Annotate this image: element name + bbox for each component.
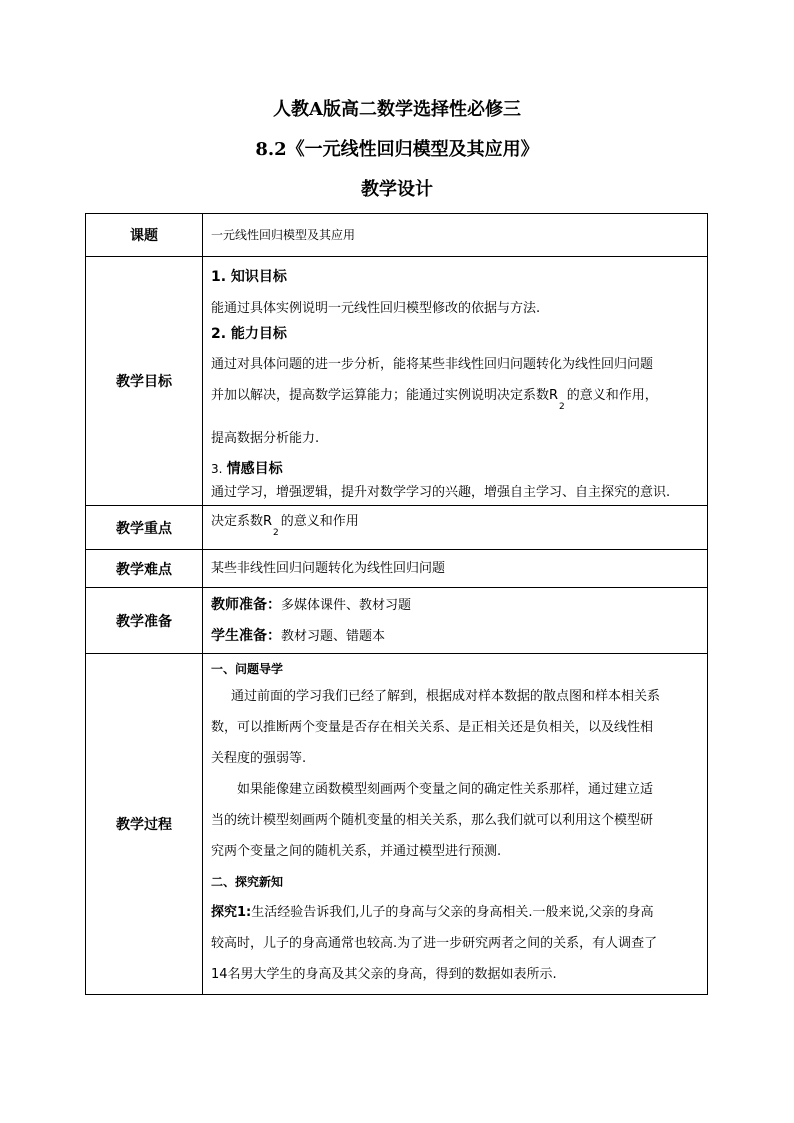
key-points-row — [86, 506, 708, 550]
emotion-goal-text: 通过学习，增强逻辑，提升对数学学习的兴趣，增强自主学习、自主探究的意识. — [211, 485, 671, 500]
objectives-label: 教学目标 — [86, 257, 203, 506]
preparation-row — [86, 588, 708, 654]
intro-para-2-line-3: 究两个变量之间的随机关系，并通过模型进行预测. — [211, 844, 502, 859]
lesson-plan-table — [85, 213, 708, 995]
key-points-label: 教学重点 — [86, 506, 203, 550]
explore-line-1: 探究1:生活经验告诉我们,儿子的身高与父亲的身高相关.一般来说,父亲的身高 — [211, 905, 654, 920]
preparation-content — [203, 588, 708, 654]
intro-para-1-line-1: 通过前面的学习我们已经了解到，根据成对样本数据的散点图和样本相关系 — [231, 689, 661, 704]
teacher-preparation: 教师准备：多媒体课件、教材习题 — [211, 596, 412, 613]
process-content — [203, 654, 708, 995]
explore-line-3: 14名男大学生的身高及其父亲的身高，得到的数据如表所示. — [211, 967, 557, 982]
preparation-label: 教学准备 — [86, 588, 203, 654]
superscript-2: 2 — [273, 528, 279, 538]
objectives-content — [203, 257, 708, 506]
process-label: 教学过程 — [86, 654, 203, 995]
section-explore-title: 二、探究新知 — [211, 875, 284, 889]
key-points-text: 决定系数$R_2$的意义和作用 — [203, 506, 708, 550]
intro-para-2-line-2: 当的统计模型刻画两个随机变量的相关关系，那么我们就可以利用这个模型研 — [211, 813, 654, 828]
document-header — [0, 92, 794, 208]
process-row — [86, 654, 708, 995]
intro-para-1-line-3: 关程度的强弱等. — [211, 751, 307, 766]
ability-goal-line-3: 提高数据分析能力. — [211, 431, 320, 446]
topic-label: 课题 — [86, 214, 203, 257]
superscript-2: 2 — [559, 402, 565, 412]
difficulties-text: 某些非线性回归问题转化为线性回归问题 — [203, 550, 708, 588]
ability-goal-line-2: 并加以解决，提高数学运算能力；能通过实例说明决定系数$R_2$的意义和作用， — [211, 388, 658, 412]
explore-line-2: 较高时，儿子的身高通常也较高.为了进一步研究两者之间的关系，有人调查了 — [211, 936, 658, 951]
ability-goal-line-1: 通过对具体问题的进一步分析，能将某些非线性回归问题转化为线性回归问题 — [211, 357, 654, 372]
objectives-row — [86, 257, 708, 506]
topic-value: 一元线性回归模型及其应用 — [203, 214, 708, 257]
emotion-goal-title: 3. 情感目标 — [211, 461, 283, 477]
document-type-title: 教学设计 — [361, 179, 433, 200]
ability-goal-title: 2. 能力目标 — [211, 326, 287, 342]
intro-para-1-line-2: 数，可以推断两个变量是否存在相关关系、是正相关还是负相关，以及线性相 — [211, 720, 654, 735]
student-preparation: 学生准备：教材习题、错题本 — [211, 627, 386, 644]
knowledge-goal-text: 能通过具体实例说明一元线性回归模型修改的依据与方法. — [211, 301, 541, 316]
course-title: 人教A版高二数学选择性必修三 — [273, 99, 521, 120]
lesson-title: 8.2《一元线性回归模型及其应用》 — [255, 139, 539, 160]
difficulties-label: 教学难点 — [86, 550, 203, 588]
section-problem-intro-title: 一、问题导学 — [211, 662, 284, 676]
topic-row — [86, 214, 708, 257]
knowledge-goal-title: 1. 知识目标 — [211, 269, 287, 285]
difficulties-row — [86, 550, 708, 588]
intro-para-2-line-1: 如果能像建立函数模型刻画两个变量之间的确定性关系那样，通过建立适 — [237, 782, 654, 797]
